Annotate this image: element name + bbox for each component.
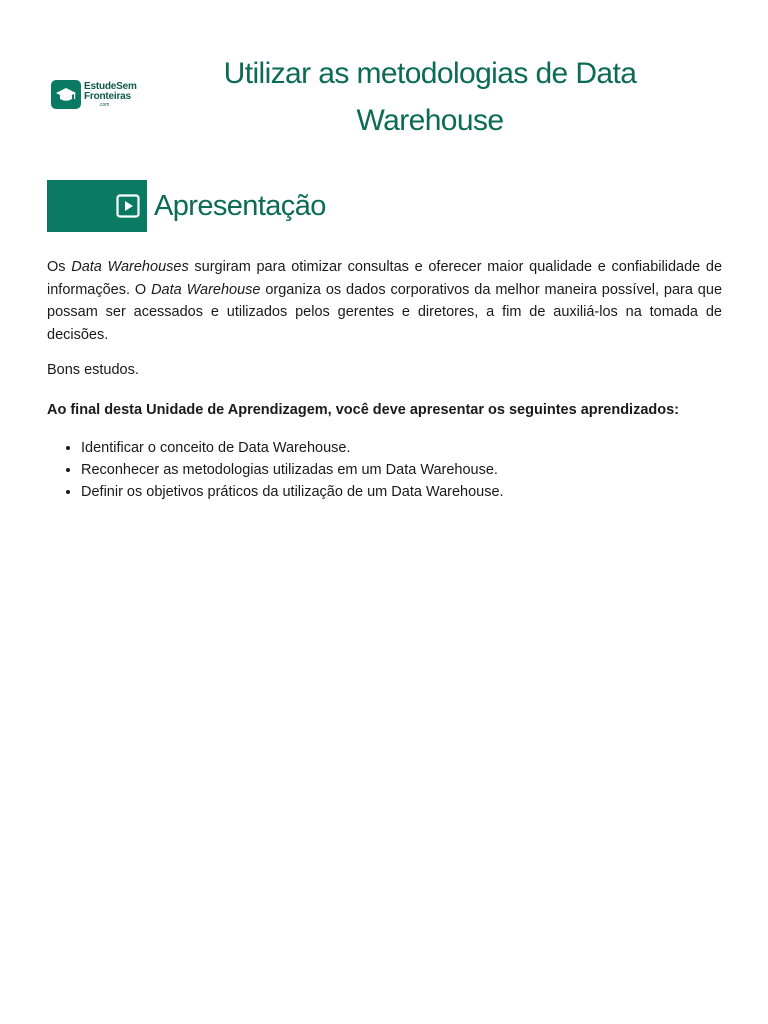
section-title: Apresentação bbox=[154, 190, 326, 222]
intro-text-3: organiza os dados corporativos da melhor maneira possível, para que possam ser acessados e utilizados pelos gerentes e diretores, a fim de auxiliá-los na tomada de decisões. bbox=[47, 281, 723, 343]
logo-badge bbox=[51, 80, 81, 109]
objectives-list bbox=[47, 437, 722, 503]
logo-line-3: .com bbox=[98, 101, 110, 108]
intro-text-1: Os bbox=[47, 259, 72, 275]
intro-emphasis-1: Data Warehouses bbox=[71, 259, 189, 275]
play-square-icon bbox=[116, 194, 140, 218]
content-body bbox=[47, 256, 722, 503]
intro-text-2: surgiram para otimizar consultas e oferecer maior qualidade e confiabilidade de informações. O bbox=[47, 259, 723, 298]
closing-line: Bons estudos. bbox=[47, 362, 139, 378]
graduation-cap-icon bbox=[55, 86, 77, 104]
list-item: • Reconhecer as metodologias utilizadas em um Data Warehouse. bbox=[81, 459, 722, 481]
intro-emphasis-2: Data Warehouse bbox=[151, 281, 261, 298]
page-title-line-2: Warehouse bbox=[356, 104, 504, 137]
logo-line-1: EstudeSem bbox=[84, 80, 137, 92]
intro-paragraph bbox=[47, 256, 722, 346]
list-item: • Identificar o conceito de Data Warehouse. bbox=[81, 437, 722, 459]
logo bbox=[51, 80, 137, 109]
list-item: • Definir os objetivos práticos da utilização de um Data Warehouse. bbox=[81, 481, 722, 503]
page-title-line-1: Utilizar as metodologias de Data bbox=[223, 57, 637, 90]
objectives-lead: Ao final desta Unidade de Aprendizagem, você deve apresentar os seguintes aprendizados: bbox=[47, 401, 679, 418]
logo-text bbox=[84, 82, 137, 108]
page-title bbox=[190, 50, 670, 144]
logo-line-2: Fronteiras bbox=[84, 90, 131, 102]
